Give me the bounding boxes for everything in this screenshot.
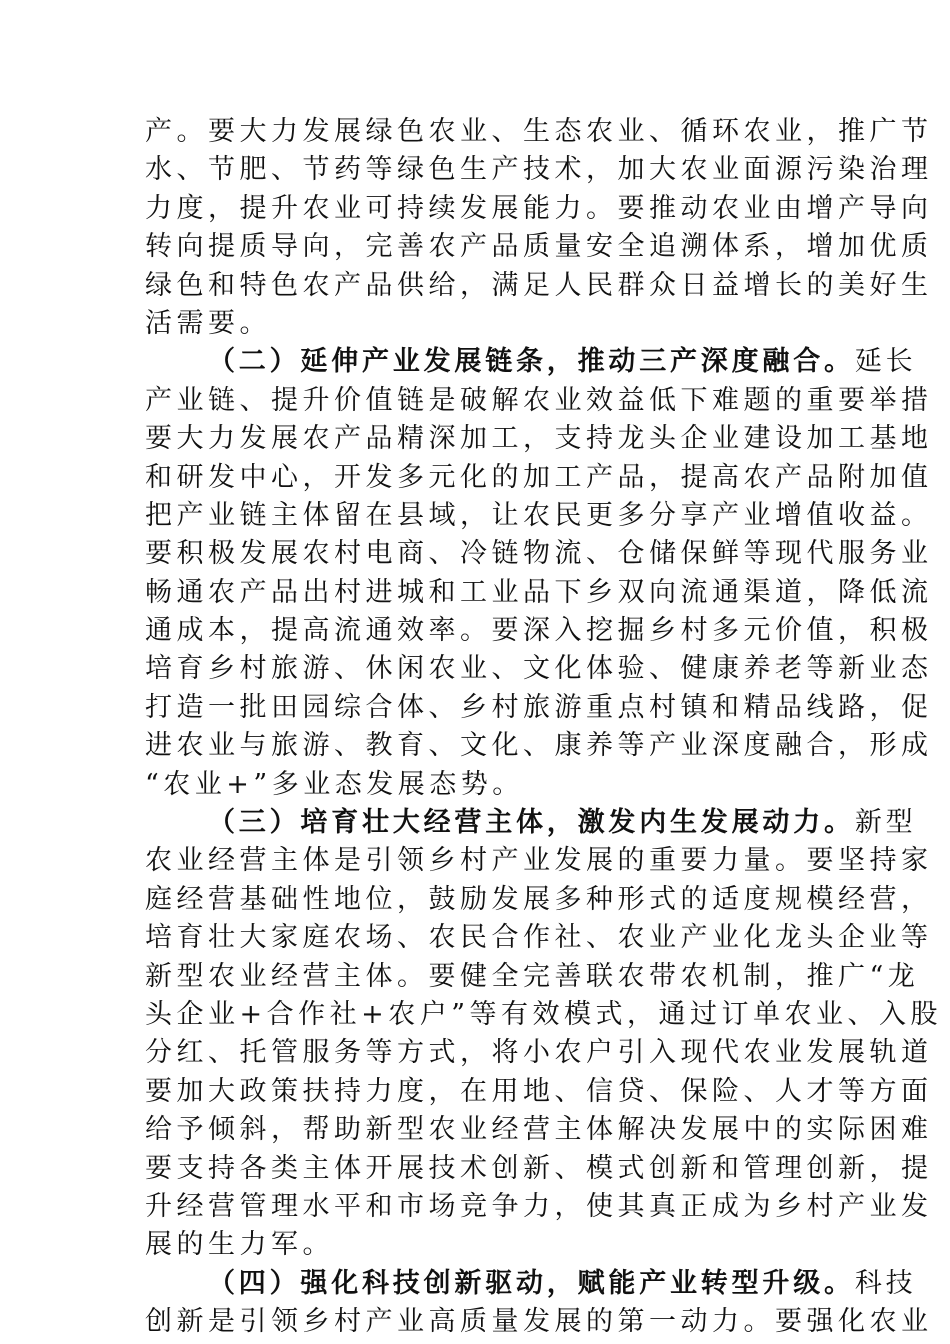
text-line: 升经营管理水平和市场竞争力，使其真正成为乡村产业发 <box>145 1190 933 1222</box>
text-line: 活需要。 <box>145 307 271 339</box>
text-line: 转向提质导向，完善农产品质量安全追溯体系，增加优质 <box>145 231 933 263</box>
text-line: 通成本，提高流通效率。要深入挖掘乡村多元价值，积极 <box>145 615 933 647</box>
text-line: 培育乡村旅游、休闲农业、文化体验、健康养老等新业态 <box>145 653 933 685</box>
text-line: “农业+”多业态发展态势。 <box>145 768 524 800</box>
text-line: 农业经营主体是引领乡村产业发展的重要力量。要坚持家 <box>145 845 933 877</box>
section-heading-4: （四）强化科技创新驱动，赋能产业转型升级。 <box>208 1267 855 1299</box>
text-line: 进农业与旅游、教育、文化、康养等产业深度融合，形成 <box>145 730 933 762</box>
text-line: 头企业+合作社+农户”等有效模式，通过订单农业、入股 <box>145 998 943 1030</box>
text-line: 给予倾斜，帮助新型农业经营主体解决发展中的实际困难 <box>145 1114 933 1146</box>
section-heading-3: （三）培育壮大经营主体，激发内生发展动力。 <box>208 807 855 839</box>
text-line: 创新是引领乡村产业高质量发展的第一动力。要强化农业 <box>145 1306 933 1338</box>
text-line: 要加大政策扶持力度，在用地、信贷、保险、人才等方面 <box>145 1075 933 1107</box>
section-heading-line <box>145 343 917 381</box>
section-heading-line <box>145 1265 917 1303</box>
text-line: 打造一批田园综合体、乡村旅游重点村镇和精品线路，促 <box>145 691 933 723</box>
document-body <box>145 113 943 1342</box>
section-heading-line <box>145 804 917 842</box>
section-heading-2: （二）延伸产业发展链条，推动三产深度融合。 <box>208 346 855 378</box>
text-line: 分红、托管服务等方式，将小农户引入现代农业发展轨道 <box>145 1037 933 1069</box>
text-line: 要积极发展农村电商、冷链物流、仓储保鲜等现代服务业 <box>145 538 933 570</box>
text-line: 培育壮大家庭农场、农民合作社、农业产业化龙头企业等 <box>145 922 933 954</box>
text-line: 庭经营基础性地位，鼓励发展多种形式的适度规模经营， <box>145 883 933 915</box>
text-span: 科技 <box>854 1267 917 1299</box>
text-line: 力度，提升农业可持续发展能力。要推动农业由增产导向 <box>145 192 933 224</box>
text-line: 水、节肥、节药等绿色生产技术，加大农业面源污染治理 <box>145 154 933 186</box>
text-line: 展的生力军。 <box>145 1229 334 1261</box>
text-span: 延长 <box>854 346 917 378</box>
text-line: 绿色和特色农产品供给，满足人民群众日益增长的美好生 <box>145 269 933 301</box>
text-line: 畅通农产品出村进城和工业品下乡双向流通渠道，降低流 <box>145 576 933 608</box>
text-line: 产。要大力发展绿色农业、生态农业、循环农业，推广节 <box>145 116 933 147</box>
text-line: 要大力发展农产品精深加工，支持龙头企业建设加工基地 <box>145 423 933 455</box>
text-span: 新型 <box>854 807 917 839</box>
text-line: 新型农业经营主体。要健全完善联农带农机制，推广“龙 <box>145 960 920 992</box>
text-line: 产业链、提升价值链是破解农业效益低下难题的重要举措 <box>145 384 933 416</box>
text-line: 要支持各类主体开展技术创新、模式创新和管理创新，提 <box>145 1152 933 1184</box>
text-line: 和研发中心，开发多元化的加工产品，提高农产品附加值 <box>145 461 933 493</box>
text-line: 把产业链主体留在县域，让农民更多分享产业增值收益。 <box>145 499 933 531</box>
